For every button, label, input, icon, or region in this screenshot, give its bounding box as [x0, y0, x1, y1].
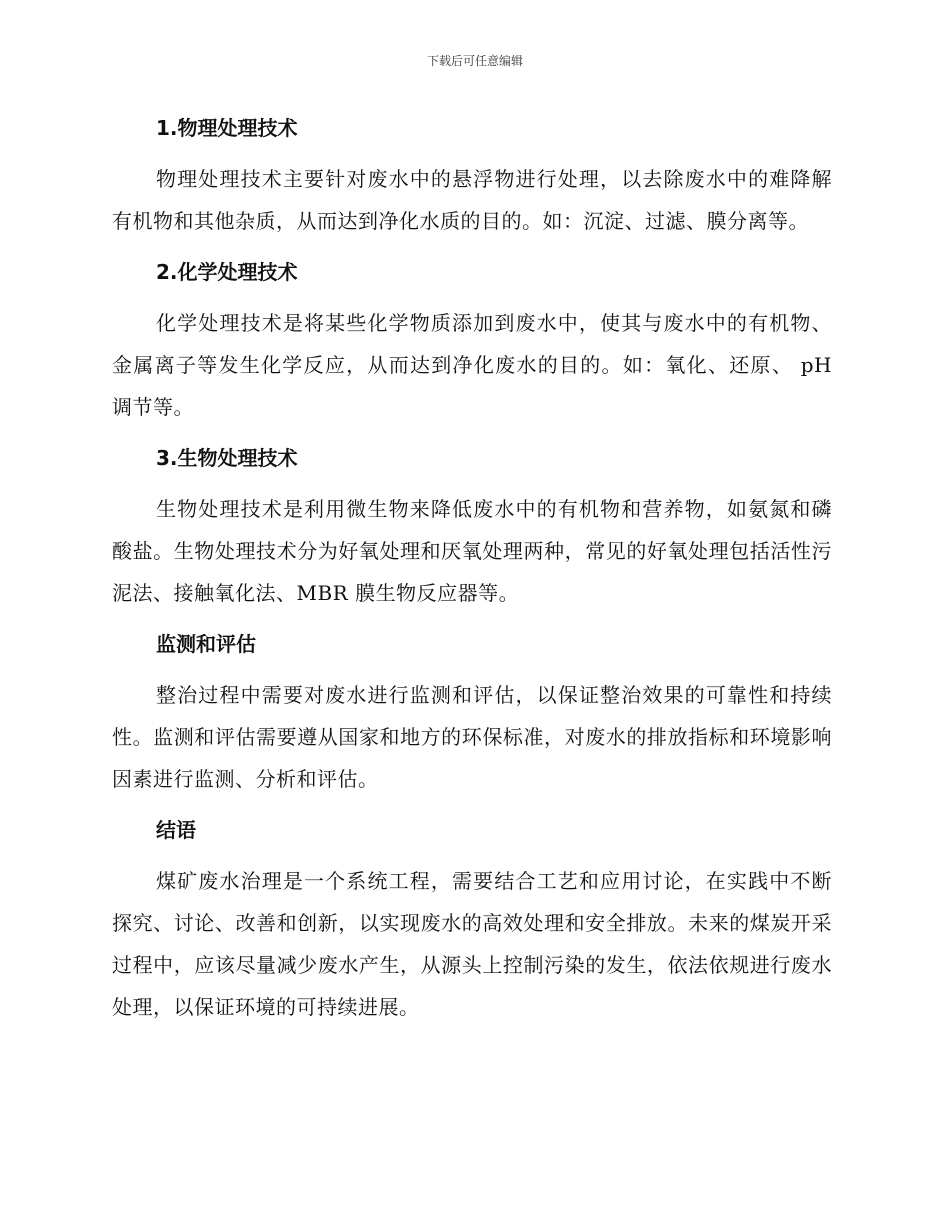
section-heading-biological: 3.生物处理技术: [156, 446, 298, 470]
section-heading-conclusion: 结语: [156, 818, 196, 842]
section-paragraph-biological: 生物处理技术是利用微生物来降低废水中的有机物和营养物，如氨氮和磷酸盐。生物处理技术分为好氧处理和厌氧处理两种，常见的好氧处理包括活性污泥法、接触氧化法、MBR 膜生物反应器等。: [112, 497, 832, 605]
section-heading-chemical: 2.化学处理技术: [156, 260, 298, 284]
page-header: 下载后可任意编辑: [426, 54, 523, 68]
section-paragraph-monitoring: 整治过程中需要对废水进行监测和评估，以保证整治效果的可靠性和持续性。监测和评估需要遵从国家和地方的环保标准，对废水的排放指标和环境影响因素进行监测、分析和评估。: [112, 683, 832, 791]
section-paragraph-conclusion: 煤矿废水治理是一个系统工程，需要结合工艺和应用讨论，在实践中不断探究、讨论、改善和创新，以实现废水的高效处理和安全排放。未来的煤炭开采过程中，应该尽量减少废水产生，从源头上控制污染的发生，依法依规进行废水处理，以保证环境的可持续进展。: [112, 869, 832, 1019]
section-paragraph-physical: 物理处理技术主要针对废水中的悬浮物进行处理，以去除废水中的难降解有机物和其他杂质，从而达到净化水质的目的。如：沉淀、过滤、膜分离等。: [112, 167, 832, 233]
section-heading-monitoring: 监测和评估: [156, 632, 256, 656]
section-heading-physical: 1.物理处理技术: [156, 116, 298, 140]
section-paragraph-chemical: 化学处理技术是将某些化学物质添加到废水中，使其与废水中的有机物、金属离子等发生化学反应，从而达到净化废水的目的。如：氧化、还原、 pH 调节等。: [112, 311, 832, 419]
document-body: [112, 108, 832, 1038]
